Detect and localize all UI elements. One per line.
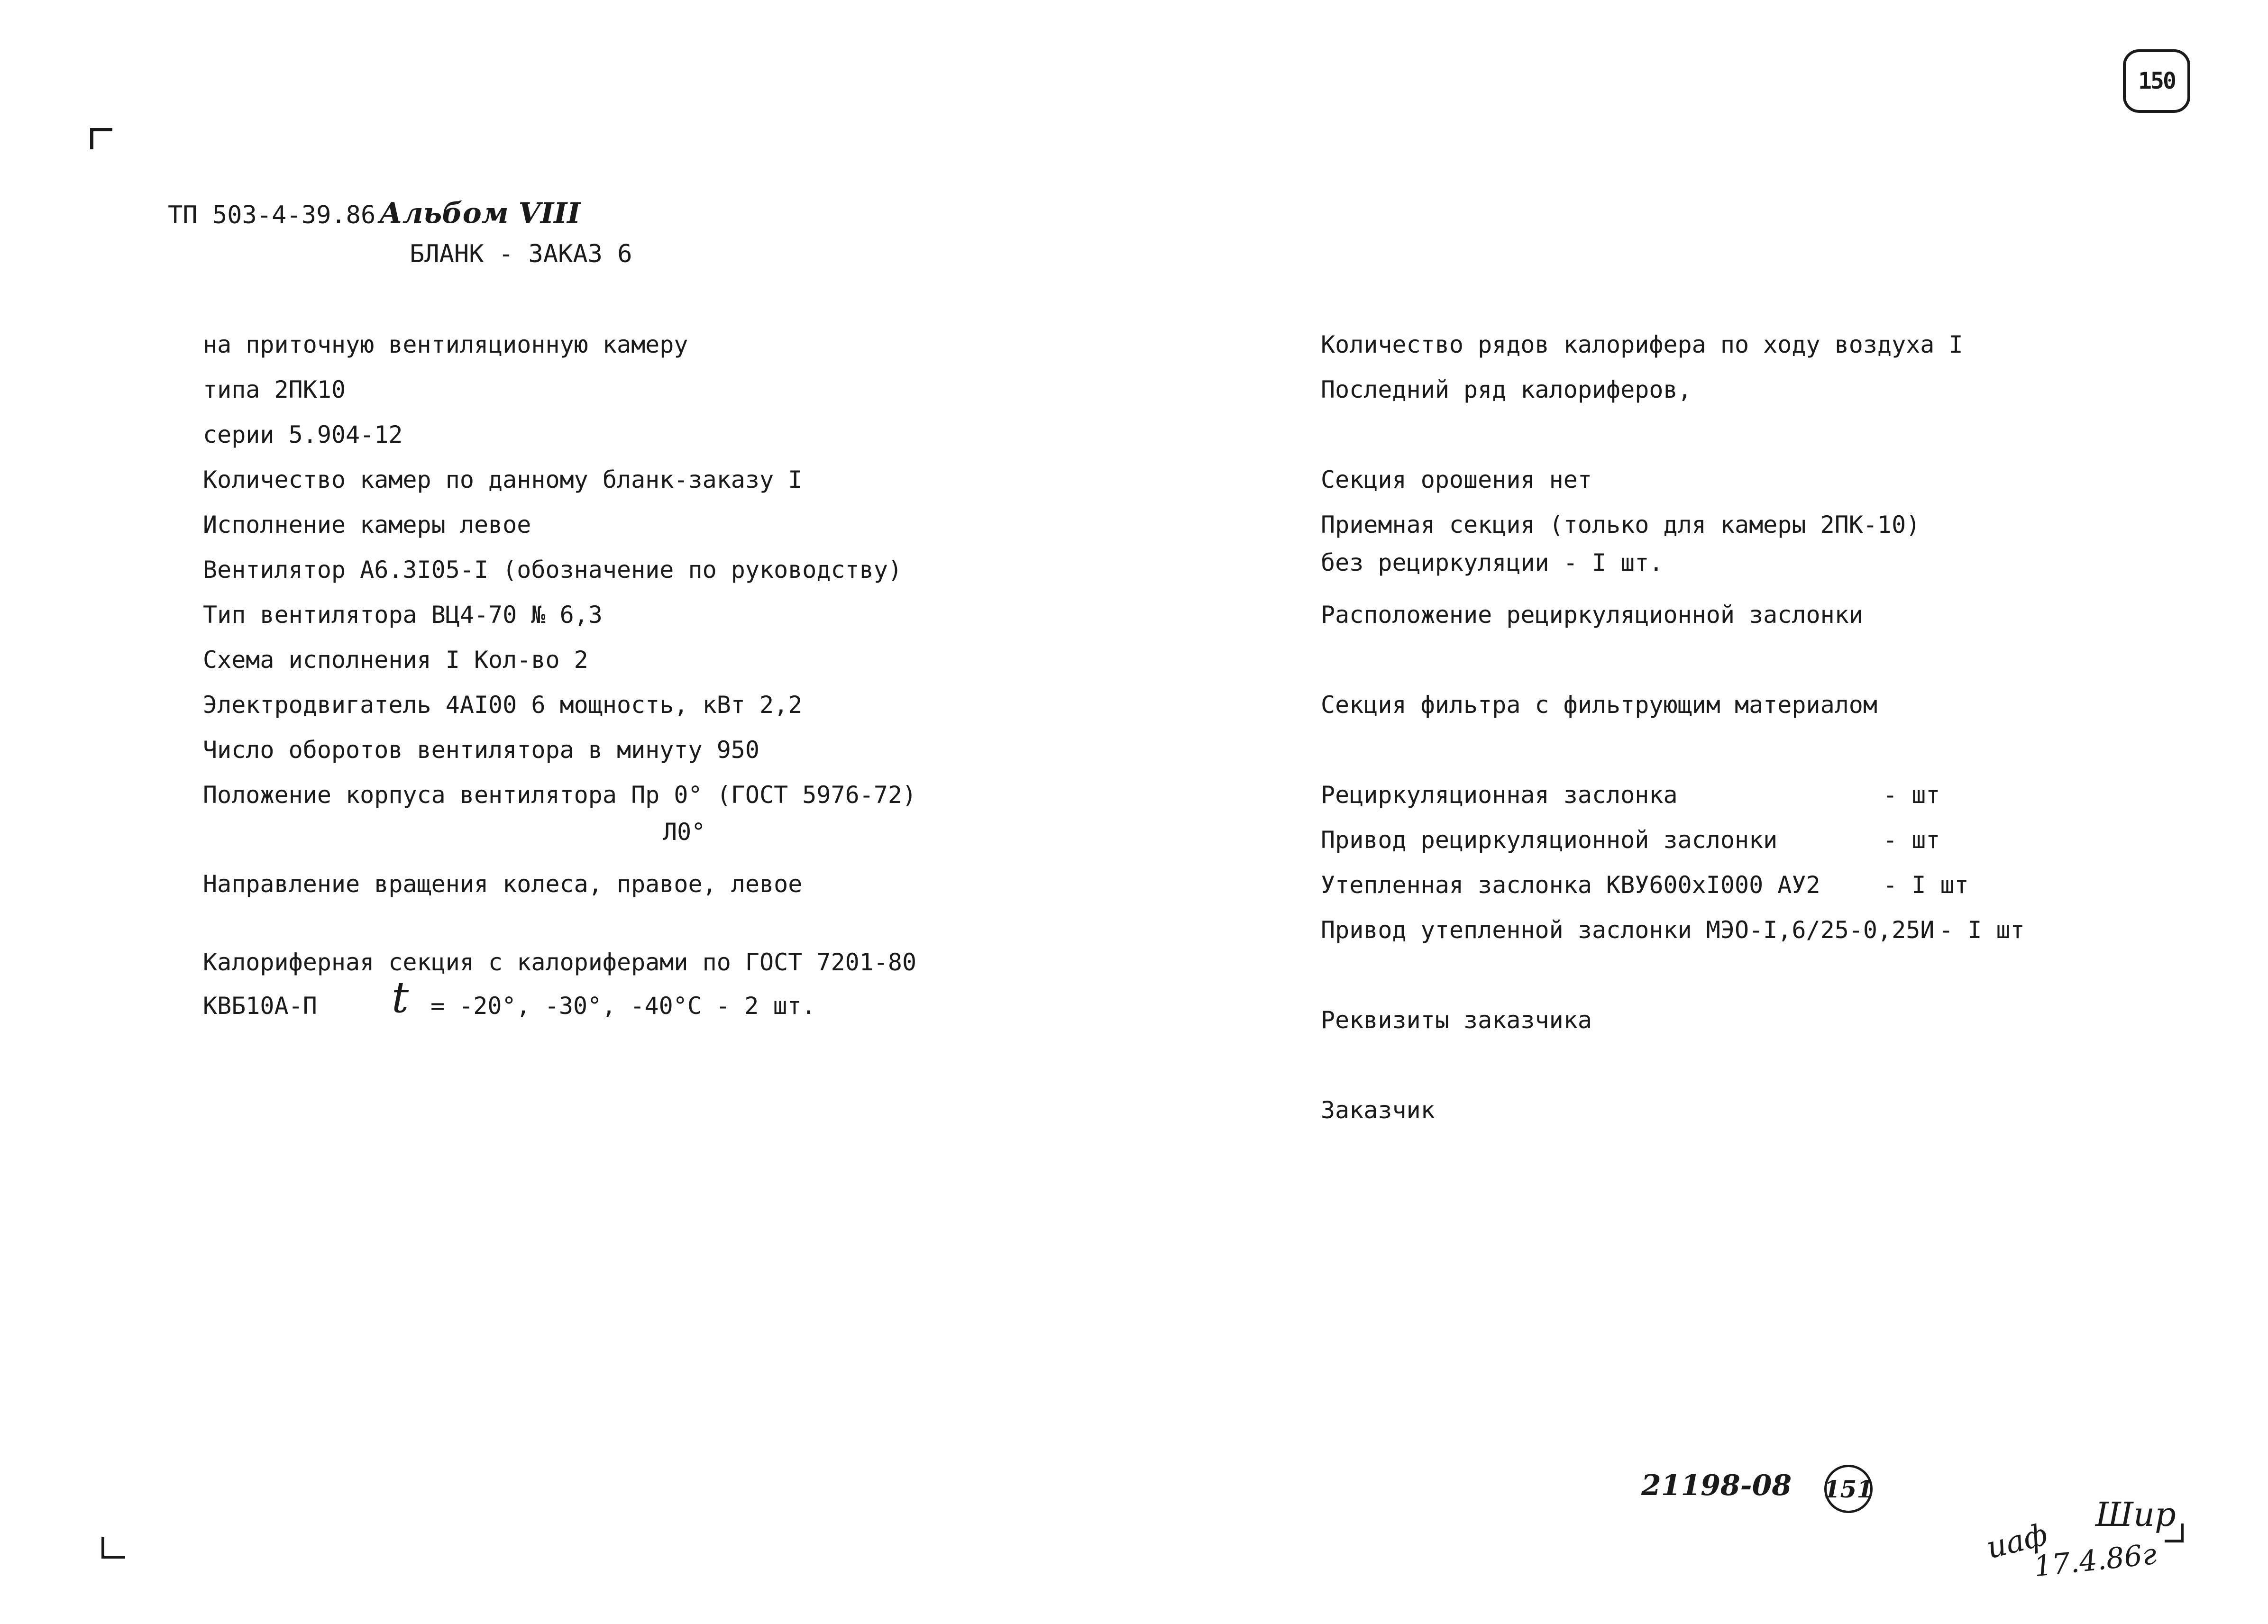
right-line-6: Расположение рециркуляционной заслонки xyxy=(1321,601,1863,629)
right-line-4: Приемная секция (только для камеры 2ПК-10) xyxy=(1321,511,1920,538)
temperature-values: = -20°, -30°, -40°С - 2 шт. xyxy=(430,992,816,1020)
doc-code: ТП 503-4-39.86 xyxy=(168,201,376,229)
right-line-11: Привод утепленной заслонки МЭО-I,6/25-0,25И xyxy=(1321,916,1935,944)
right-line-7: Секция фильтра с фильтрующим материалом xyxy=(1321,691,1877,719)
album-label: Альбом VIII xyxy=(379,197,581,230)
right-qty-3: - I шт xyxy=(1883,871,1969,899)
signature-date: 17.4.86г xyxy=(2032,1537,2158,1584)
corner-mark-top-left xyxy=(90,128,112,149)
signature: Шир xyxy=(2095,1495,2176,1534)
signature-initials: иаф xyxy=(1983,1517,2051,1566)
left-line-12: Л0° xyxy=(663,818,706,846)
left-line-8: Схема исполнения I Кол-во 2 xyxy=(203,646,588,674)
left-line-9: Электродвигатель 4АI00 6 мощность, кВт 2,2 xyxy=(203,691,803,719)
left-line-11: Положение корпуса вентилятора Пр 0° (ГОСТ 5976-72) xyxy=(203,781,917,809)
right-line-9: Привод рециркуляционной заслонки xyxy=(1321,826,1778,854)
left-line-5: Исполнение камеры левое xyxy=(203,511,531,538)
form-title: БЛАНК - ЗАКАЗ 6 xyxy=(410,240,632,268)
left-line-4: Количество камер по данному бланк-заказу I xyxy=(203,466,803,493)
left-line-7: Тип вентилятора ВЦ4-70 № 6,3 xyxy=(203,601,603,629)
right-qty-4: - I шт xyxy=(1939,916,2025,944)
right-line-8: Рециркуляционная заслонка xyxy=(1321,781,1678,809)
left-line-15: КВБ10А-П xyxy=(203,992,317,1020)
page-number-stamp xyxy=(2123,49,2190,113)
left-line-13: Направление вращения колеса, правое, левое xyxy=(203,870,803,898)
inventory-number: 21198-08 xyxy=(1641,1469,1792,1502)
page-number: 150 xyxy=(2138,68,2175,94)
right-qty-1: - шт xyxy=(1883,781,1940,809)
left-line-14: Калориферная секция с калориферами по ГОСТ 7201-80 xyxy=(203,949,917,976)
left-line-6: Вентилятор А6.3I05-I (обозначение по руководству) xyxy=(203,556,903,584)
left-line-10: Число оборотов вентилятора в минуту 950 xyxy=(203,736,759,764)
right-qty-2: - шт xyxy=(1883,826,1940,854)
sheet-number-stamp xyxy=(1824,1465,1873,1513)
corner-mark-bottom-left xyxy=(101,1537,125,1559)
sheet-number: 151 xyxy=(1823,1475,1874,1503)
right-line-5: без рециркуляции - I шт. xyxy=(1321,549,1664,576)
right-line-1: Количество рядов калорифера по ходу воздуха I xyxy=(1321,331,1963,358)
right-line-2: Последний ряд калориферов, xyxy=(1321,376,1692,403)
temperature-symbol: t xyxy=(392,973,409,1022)
right-line-10: Утепленная заслонка КВУ600хI000 АУ2 xyxy=(1321,871,1820,899)
left-line-1: на приточную вентиляционную камеру xyxy=(203,331,688,358)
right-line-13: Заказчик xyxy=(1321,1096,1435,1124)
left-line-3: серии 5.904-12 xyxy=(203,421,403,448)
right-line-3: Секция орошения нет xyxy=(1321,466,1592,493)
corner-mark-bottom-right xyxy=(2165,1524,2184,1542)
left-line-2: типа 2ПК10 xyxy=(203,376,346,403)
right-line-12: Реквизиты заказчика xyxy=(1321,1006,1592,1034)
